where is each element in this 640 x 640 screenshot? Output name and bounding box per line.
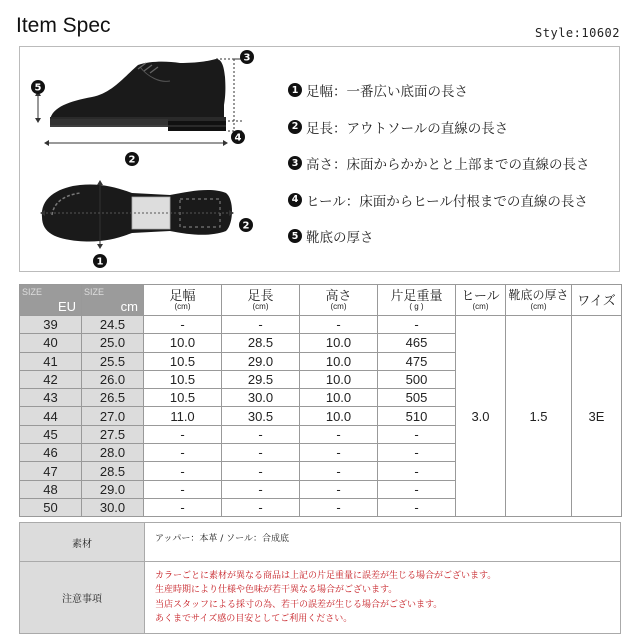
legend-text: 足幅：一番広い底面の長さ <box>306 84 468 101</box>
marker-2-top <box>125 152 139 166</box>
note-line: 当店スタッフによる採寸の為、若干の誤差が生じる場合がございます。 <box>155 599 443 610</box>
marker-2-sole-label: 2 <box>242 220 250 232</box>
legend-item <box>288 72 590 109</box>
cell-eu: 48 <box>20 480 82 498</box>
cell-cm: 27.5 <box>82 425 144 443</box>
cell-height: - <box>300 462 378 480</box>
legend-text: 靴底の厚さ <box>306 230 374 247</box>
cell-cm: 27.0 <box>82 407 144 425</box>
cell-weight: - <box>378 480 456 498</box>
cell-width: - <box>144 316 222 334</box>
legend-text: 高さ：床面からかかとと上部までの直線の長さ <box>306 157 590 174</box>
marker-3 <box>240 50 254 64</box>
cell-width: 10.5 <box>144 352 222 370</box>
shoe-diagram <box>20 47 270 272</box>
cell-height: - <box>300 480 378 498</box>
cell-weight: - <box>378 316 456 334</box>
cell-eu: 39 <box>20 316 82 334</box>
marker-4-label: 4 <box>234 132 242 144</box>
header-heel: ヒール (cm) <box>456 285 506 316</box>
legend-number: 5 <box>288 229 302 243</box>
shoe-side-view <box>50 59 226 131</box>
header-sole: 靴底の厚さ (cm) <box>506 285 572 316</box>
cell-cm: 30.0 <box>82 498 144 516</box>
cell-weight: - <box>378 444 456 462</box>
marker-5 <box>31 80 45 94</box>
header-weight: 片足重量 ( g ) <box>378 285 456 316</box>
cell-length: 29.0 <box>222 352 300 370</box>
cell-length: - <box>222 498 300 516</box>
cell-wise: 3E <box>572 316 622 517</box>
material-value: アッパー：本革 / ソール：合成底 <box>145 523 621 562</box>
material-label: 素材 <box>20 523 145 562</box>
legend-number: 1 <box>288 83 302 97</box>
cell-length: - <box>222 480 300 498</box>
legend-number: 3 <box>288 156 302 170</box>
cell-length: 28.5 <box>222 334 300 352</box>
cell-eu: 41 <box>20 352 82 370</box>
legend-item <box>288 182 590 219</box>
cell-weight: - <box>378 462 456 480</box>
cell-length: - <box>222 425 300 443</box>
cell-eu: 42 <box>20 370 82 388</box>
cell-width: - <box>144 462 222 480</box>
legend-text: 足長：アウトソールの直線の長さ <box>306 120 509 137</box>
cell-height: - <box>300 425 378 443</box>
note-line: カラーごとに素材が異なる商品は上記の片足重量に誤差が生じる場合がございます。 <box>155 570 497 581</box>
cell-heel: 3.0 <box>456 316 506 517</box>
cell-height: - <box>300 316 378 334</box>
cell-height: 10.0 <box>300 407 378 425</box>
cell-width: 10.0 <box>144 334 222 352</box>
marker-3-label: 3 <box>243 52 251 64</box>
cell-length: 29.5 <box>222 370 300 388</box>
cell-height: 10.0 <box>300 352 378 370</box>
cell-weight: 510 <box>378 407 456 425</box>
marker-1 <box>93 254 107 268</box>
cell-cm: 25.5 <box>82 352 144 370</box>
cell-width: 10.5 <box>144 389 222 407</box>
cell-eu: 50 <box>20 498 82 516</box>
cell-eu: 43 <box>20 389 82 407</box>
notes-value <box>145 562 621 634</box>
legend-number: 4 <box>288 193 302 207</box>
cell-cm: 26.5 <box>82 389 144 407</box>
legend-number: 2 <box>288 120 302 134</box>
cell-weight: 475 <box>378 352 456 370</box>
cell-cm: 26.0 <box>82 370 144 388</box>
marker-4 <box>231 130 245 144</box>
cell-height: - <box>300 498 378 516</box>
style-number: Style:10602 <box>535 26 620 40</box>
table-row <box>20 316 622 334</box>
note-line: あくまでサイズ感の目安としてご利用ください。 <box>155 614 353 624</box>
cell-eu: 45 <box>20 425 82 443</box>
header-eu-label: EU <box>57 299 76 314</box>
note-line: 生産時期により仕様や色味が若干異なる場合がございます。 <box>155 585 398 595</box>
cell-weight: 465 <box>378 334 456 352</box>
cell-length: 30.0 <box>222 389 300 407</box>
marker-1-label: 1 <box>96 256 104 268</box>
cell-height: 10.0 <box>300 334 378 352</box>
cell-eu: 40 <box>20 334 82 352</box>
cell-eu: 46 <box>20 444 82 462</box>
cell-width: - <box>144 444 222 462</box>
header-cm-label: cm <box>120 299 138 314</box>
cell-width: - <box>144 480 222 498</box>
size-table <box>19 284 622 517</box>
header-size-label: SIZE <box>84 287 105 297</box>
info-table <box>19 522 621 634</box>
page-title: Item Spec <box>16 14 111 37</box>
cell-cm: 24.5 <box>82 316 144 334</box>
cell-cm: 28.0 <box>82 444 144 462</box>
legend-item <box>288 218 590 255</box>
cell-width: - <box>144 425 222 443</box>
cell-eu: 44 <box>20 407 82 425</box>
header-length: 足長 (cm) <box>222 285 300 316</box>
measurement-legend <box>288 72 590 255</box>
cell-weight: 500 <box>378 370 456 388</box>
legend-item <box>288 109 590 146</box>
cell-width: - <box>144 498 222 516</box>
marker-5-label: 5 <box>34 82 42 94</box>
header-eu <box>20 285 82 316</box>
header-cm <box>82 285 144 316</box>
cell-height: 10.0 <box>300 389 378 407</box>
marker-2-top-label: 2 <box>128 154 136 166</box>
cell-width: 11.0 <box>144 407 222 425</box>
cell-sole: 1.5 <box>506 316 572 517</box>
header-size-label: SIZE <box>22 287 43 297</box>
cell-cm: 25.0 <box>82 334 144 352</box>
cell-height: 10.0 <box>300 370 378 388</box>
cell-height: - <box>300 444 378 462</box>
cell-length: - <box>222 444 300 462</box>
cell-eu: 47 <box>20 462 82 480</box>
legend-item <box>288 145 590 182</box>
cell-cm: 29.0 <box>82 480 144 498</box>
cell-width: 10.5 <box>144 370 222 388</box>
cell-cm: 28.5 <box>82 462 144 480</box>
cell-length: - <box>222 462 300 480</box>
cell-weight: - <box>378 425 456 443</box>
cell-weight: - <box>378 498 456 516</box>
legend-text: ヒール：床面からヒール付根までの直線の長さ <box>306 193 588 210</box>
header-wise: ワイズ <box>572 285 622 316</box>
cell-length: - <box>222 316 300 334</box>
header-height: 高さ (cm) <box>300 285 378 316</box>
header-width: 足幅 (cm) <box>144 285 222 316</box>
cell-weight: 505 <box>378 389 456 407</box>
notes-label: 注意事項 <box>20 562 145 634</box>
cell-length: 30.5 <box>222 407 300 425</box>
marker-2-sole <box>239 218 253 232</box>
